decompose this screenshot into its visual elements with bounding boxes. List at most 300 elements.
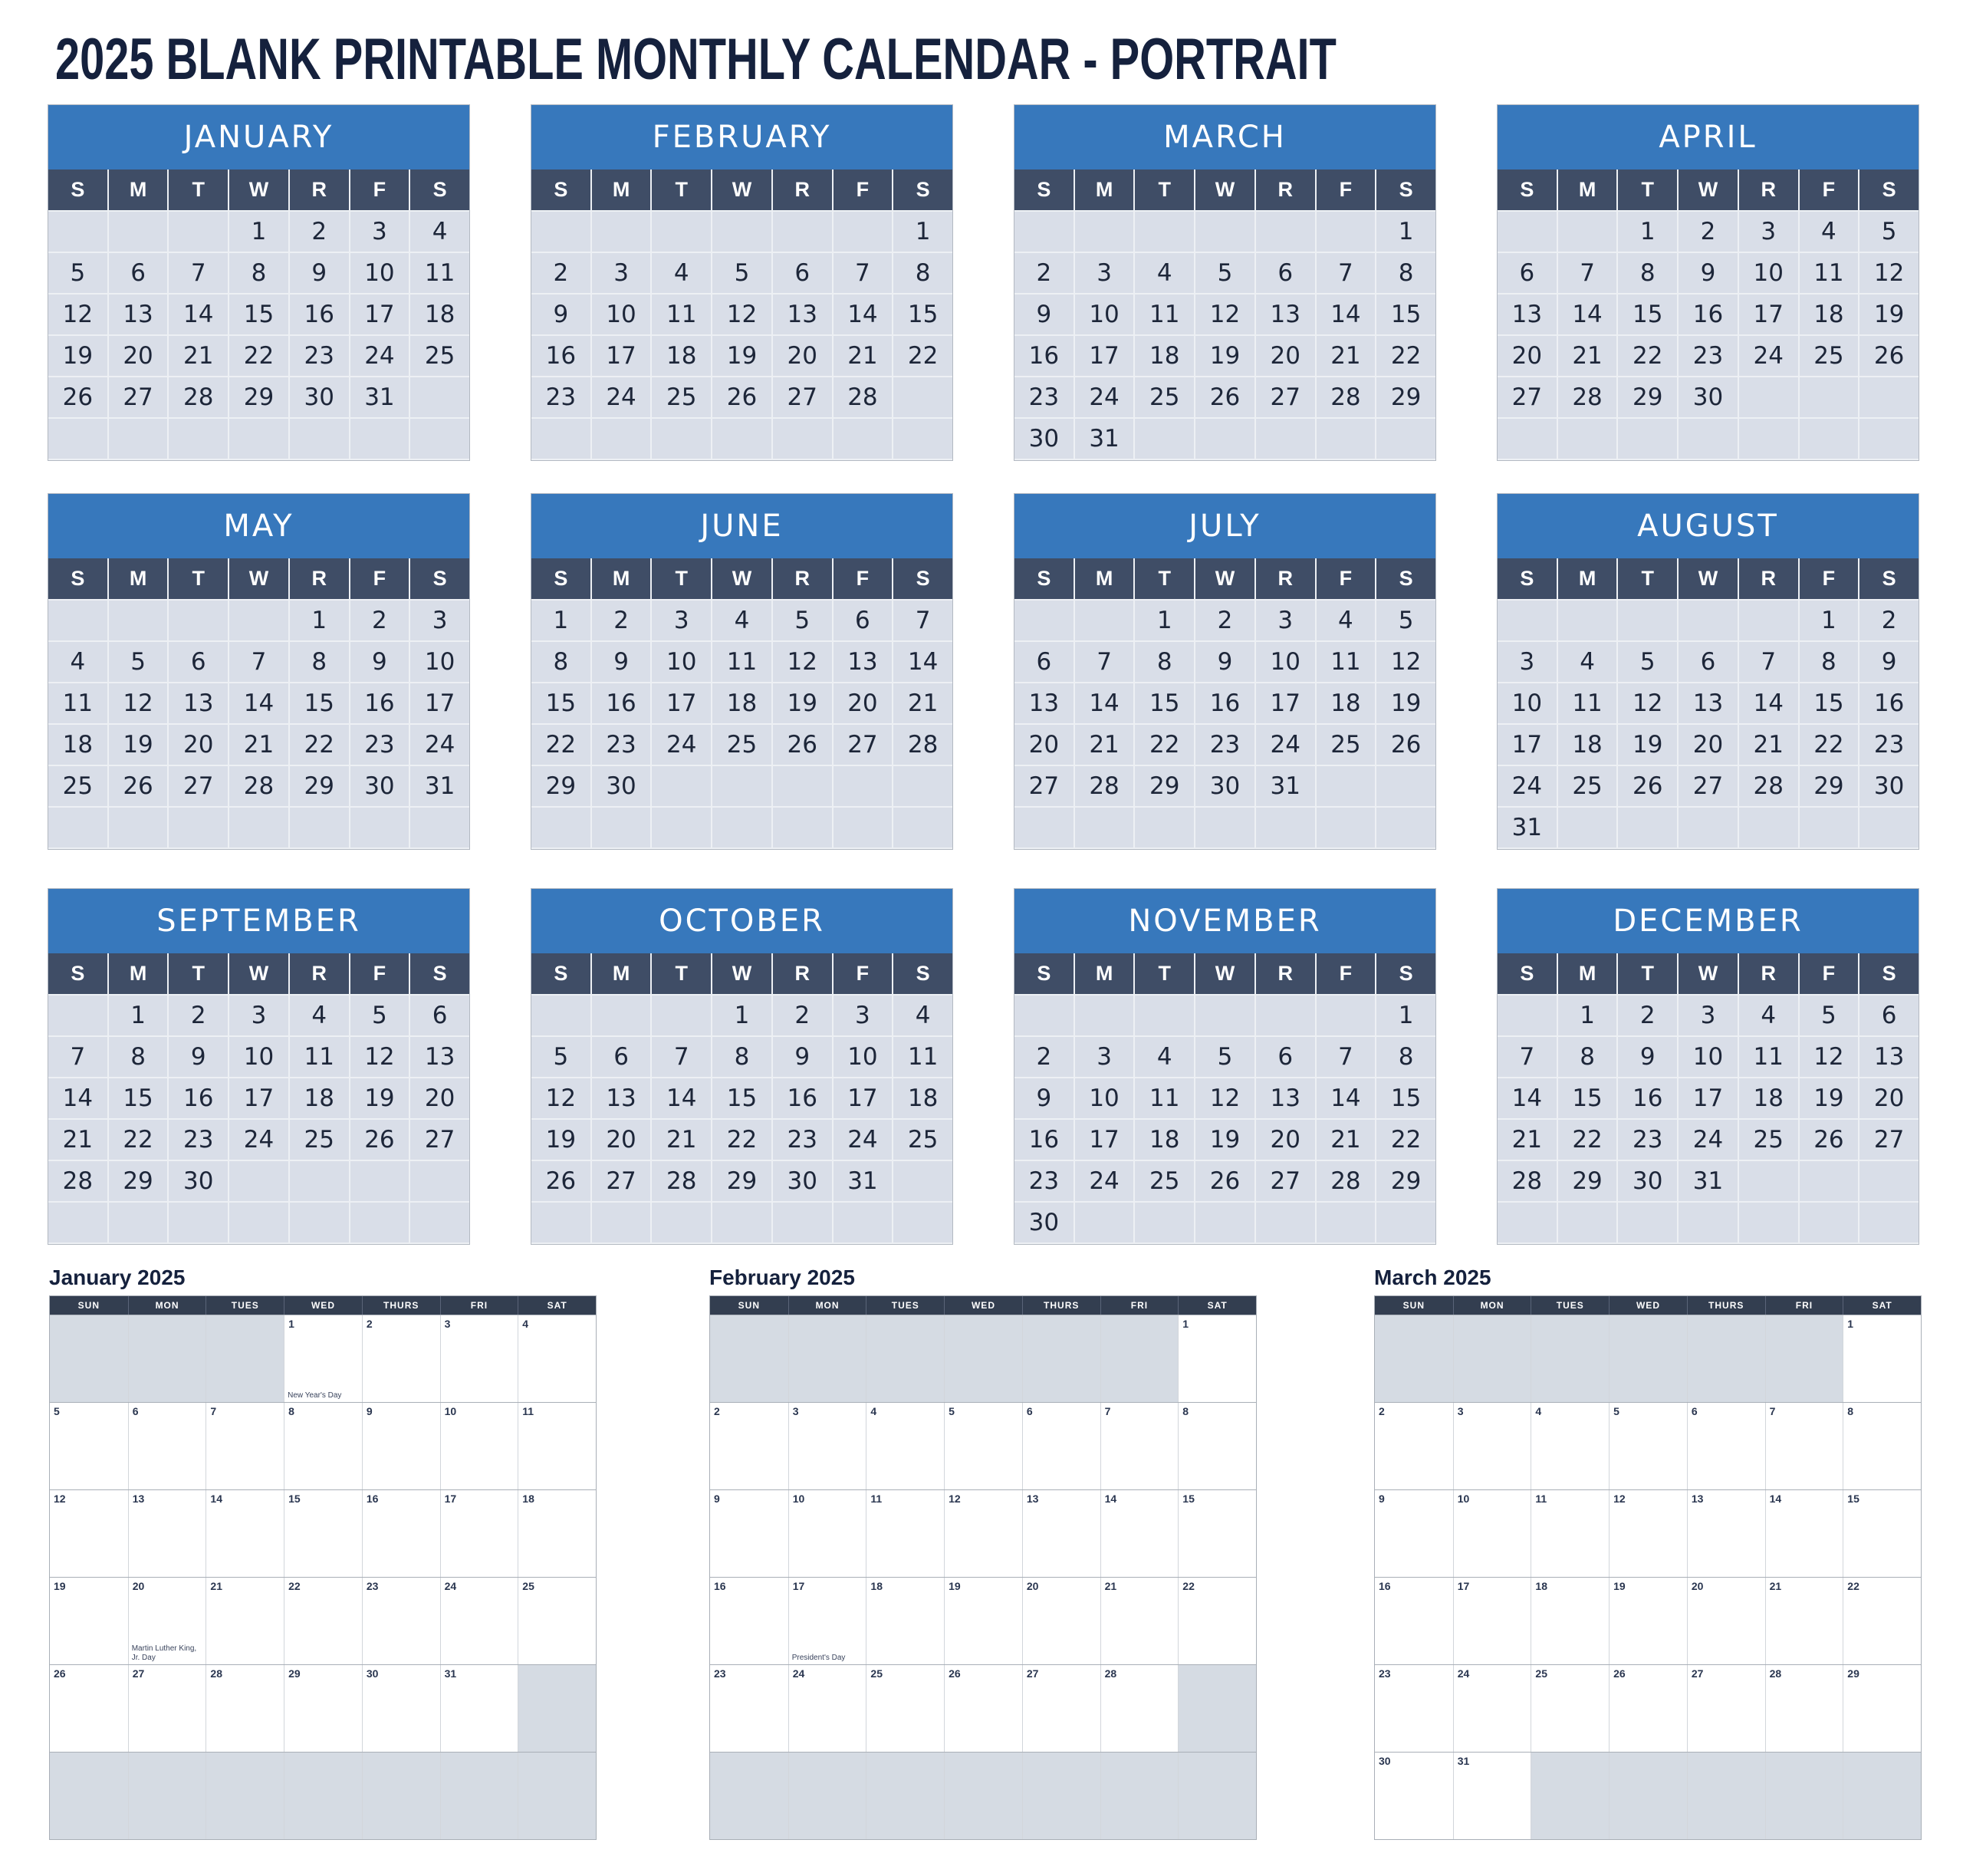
- day-cell: 8: [531, 642, 590, 682]
- day-number: 6: [1026, 1405, 1033, 1417]
- day-cell: 6: [1859, 996, 1919, 1035]
- day-cell: 30: [1195, 766, 1254, 806]
- empty-day-cell: [1256, 996, 1315, 1035]
- day-number: 19: [949, 1580, 961, 1592]
- day-cell: 21: [1739, 725, 1798, 765]
- empty-day-cell: [1739, 601, 1798, 640]
- day-of-week-cell: W: [229, 169, 288, 210]
- day-of-week-cell: R: [290, 169, 349, 210]
- empty-day-cell: [652, 766, 711, 806]
- day-number: 7: [1769, 1405, 1776, 1417]
- day-cell: 8: [109, 1037, 168, 1077]
- day-cell: 11: [1800, 253, 1859, 293]
- day-cell: 8: [1618, 253, 1677, 293]
- day-cell: 3: [1739, 212, 1798, 252]
- day-of-week-cell: F: [350, 558, 409, 599]
- day-cell: 22: [1800, 725, 1859, 765]
- day-cell: [1022, 1490, 1100, 1577]
- empty-day-cell: [48, 1203, 107, 1242]
- day-number: 25: [870, 1667, 883, 1680]
- day-cell: 31: [1679, 1161, 1738, 1201]
- day-cell: [1375, 1490, 1453, 1577]
- day-cell: [1022, 1578, 1100, 1664]
- day-cell: 16: [169, 1078, 228, 1118]
- month-title: February 2025: [709, 1265, 855, 1289]
- empty-day-cell: [1800, 1161, 1859, 1201]
- out-of-month-cell: [788, 1315, 866, 1402]
- day-cell: 8: [712, 1037, 771, 1077]
- month-header: OCTOBER: [531, 889, 952, 953]
- day-cell: 14: [1317, 295, 1376, 334]
- day-cell: 4: [1135, 1037, 1194, 1077]
- empty-day-cell: [893, 377, 952, 417]
- day-cell: [1531, 1665, 1609, 1752]
- out-of-month-cell: [710, 1753, 788, 1839]
- empty-day-cell: [531, 808, 590, 847]
- day-number: 5: [1613, 1405, 1619, 1417]
- out-of-month-cell: [1100, 1315, 1179, 1402]
- day-cell: 25: [1558, 766, 1617, 806]
- day-cell: 5: [48, 253, 107, 293]
- empty-day-cell: [1859, 377, 1919, 417]
- month-header: AUGUST: [1498, 494, 1919, 558]
- day-cell: 14: [48, 1078, 107, 1118]
- day-of-week-cell: T: [652, 169, 711, 210]
- empty-day-cell: [290, 1203, 349, 1242]
- day-cell: 6: [834, 601, 893, 640]
- day-cell: [1843, 1490, 1921, 1577]
- day-cell: [1843, 1665, 1921, 1752]
- day-cell: 30: [773, 1161, 832, 1201]
- day-cell: 23: [531, 377, 590, 417]
- day-number: 17: [1457, 1580, 1470, 1592]
- day-cell: 20: [1014, 725, 1074, 765]
- day-cell: 27: [169, 766, 228, 806]
- empty-day-cell: [169, 419, 228, 459]
- week-row: [710, 1402, 1256, 1489]
- month-header: JUNE: [531, 494, 952, 558]
- day-cell: 23: [592, 725, 651, 765]
- empty-day-cell: [109, 419, 168, 459]
- day-of-week-cell: S: [1859, 169, 1919, 210]
- day-cell: [710, 1490, 788, 1577]
- day-number: 8: [288, 1405, 294, 1417]
- day-cell: 25: [1135, 377, 1194, 417]
- day-cell: 15: [109, 1078, 168, 1118]
- day-cell: [284, 1490, 362, 1577]
- week-row: [710, 1752, 1256, 1839]
- day-cell: 24: [1256, 725, 1315, 765]
- empty-day-cell: [48, 419, 107, 459]
- mini-month-grid: [531, 169, 952, 460]
- day-cell: [710, 1665, 788, 1752]
- day-cell: 23: [773, 1120, 832, 1160]
- day-cell: 31: [350, 377, 409, 417]
- day-cell: 25: [893, 1120, 952, 1160]
- day-cell: 10: [410, 642, 469, 682]
- empty-day-cell: [229, 1203, 288, 1242]
- day-number: 12: [1613, 1493, 1626, 1505]
- out-of-month-cell: [284, 1753, 362, 1839]
- week-row: [1375, 1402, 1921, 1489]
- day-number: 30: [366, 1667, 379, 1680]
- out-of-month-cell: [128, 1315, 206, 1402]
- empty-day-cell: [1195, 1203, 1254, 1242]
- day-cell: 30: [1014, 1203, 1074, 1242]
- day-cell: 28: [169, 377, 228, 417]
- day-number: 4: [522, 1318, 529, 1330]
- month-table: [1374, 1295, 1922, 1840]
- day-cell: [1609, 1578, 1687, 1664]
- day-cell: 24: [1075, 377, 1134, 417]
- day-cell: 8: [893, 253, 952, 293]
- day-cell: 22: [1135, 725, 1194, 765]
- empty-day-cell: [229, 601, 288, 640]
- empty-day-cell: [652, 996, 711, 1035]
- out-of-month-cell: [1531, 1753, 1609, 1839]
- empty-day-cell: [1558, 419, 1617, 459]
- day-number: 27: [1691, 1667, 1704, 1680]
- day-of-week-header-cell: MON: [128, 1296, 206, 1315]
- day-of-week-cell: F: [1800, 169, 1859, 210]
- day-cell: [944, 1403, 1022, 1489]
- mini-month-grid: [48, 953, 469, 1244]
- day-cell: [1609, 1490, 1687, 1577]
- day-cell: 30: [1679, 377, 1738, 417]
- day-cell: 11: [290, 1037, 349, 1077]
- day-number: 10: [1457, 1493, 1470, 1505]
- day-of-week-cell: W: [1679, 169, 1738, 210]
- day-cell: 18: [290, 1078, 349, 1118]
- mini-calendar-march: [1014, 104, 1436, 461]
- day-cell: 24: [1498, 766, 1557, 806]
- day-cell: 15: [1800, 683, 1859, 723]
- day-number: 19: [54, 1580, 66, 1592]
- day-cell: 14: [1498, 1078, 1557, 1118]
- day-of-week-cell: F: [350, 953, 409, 994]
- day-cell: 25: [1135, 1161, 1194, 1201]
- day-cell: 17: [592, 336, 651, 376]
- day-of-week-cell: T: [1135, 169, 1194, 210]
- day-cell: 17: [229, 1078, 288, 1118]
- page-title: 2025 BLANK PRINTABLE MONTHLY CALENDAR - PORTRAIT: [55, 27, 1337, 92]
- day-of-week-cell: F: [1317, 558, 1376, 599]
- day-of-week-cell: W: [712, 169, 771, 210]
- out-of-month-cell: [710, 1315, 788, 1402]
- day-of-week-cell: S: [1014, 558, 1074, 599]
- day-cell: [206, 1490, 284, 1577]
- day-cell: 6: [1679, 642, 1738, 682]
- day-cell: [206, 1578, 284, 1664]
- day-cell: 4: [893, 996, 952, 1035]
- week-row: [1375, 1752, 1921, 1839]
- empty-day-cell: [1859, 808, 1919, 847]
- mini-month-grid: [48, 169, 469, 460]
- day-cell: [362, 1578, 440, 1664]
- day-of-week-cell: S: [1498, 169, 1557, 210]
- day-cell: 26: [48, 377, 107, 417]
- day-cell: 18: [1135, 1120, 1194, 1160]
- day-cell: 22: [1376, 1120, 1435, 1160]
- week-row: [710, 1577, 1256, 1664]
- day-cell: [1100, 1578, 1179, 1664]
- mini-calendar-october: [531, 888, 953, 1245]
- day-cell: 5: [350, 996, 409, 1035]
- day-cell: 8: [1376, 253, 1435, 293]
- day-number: 5: [949, 1405, 955, 1417]
- day-cell: 23: [1195, 725, 1254, 765]
- empty-day-cell: [1679, 1203, 1738, 1242]
- day-cell: [206, 1403, 284, 1489]
- out-of-month-cell: [362, 1753, 440, 1839]
- day-cell: 6: [1014, 642, 1074, 682]
- day-cell: 9: [1618, 1037, 1677, 1077]
- day-cell: 28: [1075, 766, 1134, 806]
- empty-day-cell: [290, 1161, 349, 1201]
- day-cell: 3: [1498, 642, 1557, 682]
- day-cell: 11: [1317, 642, 1376, 682]
- day-cell: 16: [1618, 1078, 1677, 1118]
- mini-calendar-february: [531, 104, 953, 461]
- day-cell: 4: [1800, 212, 1859, 252]
- empty-day-cell: [592, 419, 651, 459]
- empty-day-cell: [652, 1203, 711, 1242]
- day-cell: 3: [652, 601, 711, 640]
- day-cell: 19: [773, 683, 832, 723]
- day-cell: [944, 1578, 1022, 1664]
- day-cell: [866, 1578, 944, 1664]
- day-of-week-header-cell: SUN: [1402, 1300, 1425, 1311]
- month-header: MAY: [48, 494, 469, 558]
- day-of-week-cell: S: [893, 169, 952, 210]
- day-cell: 27: [1679, 766, 1738, 806]
- day-cell: 9: [1679, 253, 1738, 293]
- empty-day-cell: [1075, 1203, 1134, 1242]
- day-cell: 8: [229, 253, 288, 293]
- day-cell: [1687, 1403, 1765, 1489]
- day-cell: 24: [1075, 1161, 1134, 1201]
- day-cell: 10: [1256, 642, 1315, 682]
- day-number: 6: [1691, 1405, 1698, 1417]
- out-of-month-cell: [1178, 1753, 1256, 1839]
- day-cell: 8: [1800, 642, 1859, 682]
- day-cell: [1375, 1753, 1453, 1839]
- day-cell: 19: [1618, 725, 1677, 765]
- day-cell: 5: [773, 601, 832, 640]
- day-cell: 2: [1014, 1037, 1074, 1077]
- out-of-month-cell: [440, 1753, 518, 1839]
- mini-calendar-row: [48, 888, 1963, 1245]
- mini-month-grid: [1498, 953, 1919, 1244]
- day-cell: [50, 1403, 128, 1489]
- day-cell: 7: [229, 642, 288, 682]
- day-of-week-cell: S: [48, 953, 107, 994]
- day-cell: 26: [1195, 377, 1254, 417]
- empty-day-cell: [229, 1161, 288, 1201]
- empty-day-cell: [109, 212, 168, 252]
- day-cell: [50, 1665, 128, 1752]
- day-cell: 20: [1498, 336, 1557, 376]
- mini-calendar-april: [1497, 104, 1919, 461]
- month-header: DECEMBER: [1498, 889, 1919, 953]
- out-of-month-cell: [518, 1665, 596, 1752]
- empty-day-cell: [1317, 996, 1376, 1035]
- day-cell: 6: [773, 253, 832, 293]
- day-cell: 10: [229, 1037, 288, 1077]
- day-cell: [1100, 1403, 1179, 1489]
- empty-day-cell: [893, 808, 952, 847]
- day-cell: 4: [1558, 642, 1617, 682]
- day-cell: [944, 1490, 1022, 1577]
- day-cell: 30: [350, 766, 409, 806]
- day-cell: 3: [834, 996, 893, 1035]
- day-of-week-cell: F: [1800, 953, 1859, 994]
- day-of-week-cell: F: [1800, 558, 1859, 599]
- day-cell: 9: [592, 642, 651, 682]
- out-of-month-cell: [866, 1753, 944, 1839]
- empty-day-cell: [712, 766, 771, 806]
- out-of-month-cell: [1765, 1753, 1843, 1839]
- empty-day-cell: [773, 808, 832, 847]
- day-number: 2: [366, 1318, 373, 1330]
- day-cell: 17: [1075, 1120, 1134, 1160]
- day-cell: 28: [652, 1161, 711, 1201]
- day-cell: 18: [1135, 336, 1194, 376]
- day-number: 3: [1457, 1405, 1464, 1417]
- day-cell: 14: [1317, 1078, 1376, 1118]
- day-cell: [1100, 1665, 1179, 1752]
- empty-day-cell: [1075, 212, 1134, 252]
- empty-day-cell: [1498, 996, 1557, 1035]
- empty-day-cell: [109, 1203, 168, 1242]
- day-cell: 17: [834, 1078, 893, 1118]
- day-cell: 23: [169, 1120, 228, 1160]
- day-cell: 17: [410, 683, 469, 723]
- day-cell: 9: [350, 642, 409, 682]
- day-cell: 9: [1014, 295, 1074, 334]
- day-cell: 2: [531, 253, 590, 293]
- day-cell: 25: [1317, 725, 1376, 765]
- day-cell: 2: [1859, 601, 1919, 640]
- day-cell: 14: [834, 295, 893, 334]
- empty-day-cell: [229, 808, 288, 847]
- day-number: 20: [132, 1580, 145, 1592]
- empty-day-cell: [1558, 212, 1617, 252]
- day-of-week-cell: T: [169, 558, 228, 599]
- empty-day-cell: [1376, 419, 1435, 459]
- day-of-week-header-cell: THURS: [1687, 1296, 1765, 1315]
- day-cell: 13: [1256, 1078, 1315, 1118]
- empty-day-cell: [350, 1203, 409, 1242]
- month-title: January 2025: [49, 1265, 186, 1289]
- month-header: SEPTEMBER: [48, 889, 469, 953]
- day-cell: [1765, 1490, 1843, 1577]
- day-cell: 17: [1498, 725, 1557, 765]
- day-cell: 10: [1498, 683, 1557, 723]
- day-cell: 30: [1859, 766, 1919, 806]
- empty-day-cell: [773, 766, 832, 806]
- empty-day-cell: [350, 1161, 409, 1201]
- empty-day-cell: [652, 419, 711, 459]
- day-cell: 12: [48, 295, 107, 334]
- day-of-week-header-row: [1375, 1296, 1921, 1315]
- day-cell: 23: [1679, 336, 1738, 376]
- empty-day-cell: [592, 808, 651, 847]
- out-of-month-cell: [1022, 1315, 1100, 1402]
- out-of-month-cell: [1531, 1315, 1609, 1402]
- day-cell: [1178, 1578, 1256, 1664]
- day-cell: 17: [1256, 683, 1315, 723]
- day-cell: 8: [1135, 642, 1194, 682]
- empty-day-cell: [169, 601, 228, 640]
- day-cell: 28: [1317, 1161, 1376, 1201]
- day-number: 22: [1182, 1580, 1195, 1592]
- empty-day-cell: [1075, 601, 1134, 640]
- week-row: [50, 1577, 596, 1664]
- day-cell: 1: [712, 996, 771, 1035]
- day-cell: 5: [712, 253, 771, 293]
- out-of-month-cell: [1765, 1315, 1843, 1402]
- day-cell: 25: [48, 766, 107, 806]
- day-cell: 3: [1075, 253, 1134, 293]
- day-of-week-cell: R: [290, 558, 349, 599]
- day-cell: [1178, 1403, 1256, 1489]
- day-cell: 20: [1679, 725, 1738, 765]
- empty-day-cell: [834, 808, 893, 847]
- day-cell: 15: [1618, 295, 1677, 334]
- day-cell: 1: [1800, 601, 1859, 640]
- day-cell: 7: [1075, 642, 1134, 682]
- empty-day-cell: [893, 1161, 952, 1201]
- day-cell: 29: [531, 766, 590, 806]
- day-of-week-cell: M: [109, 953, 168, 994]
- day-of-week-cell: F: [350, 169, 409, 210]
- empty-day-cell: [48, 601, 107, 640]
- empty-day-cell: [1679, 808, 1738, 847]
- day-cell: 18: [652, 336, 711, 376]
- empty-day-cell: [1498, 419, 1557, 459]
- day-cell: 23: [1618, 1120, 1677, 1160]
- empty-day-cell: [712, 1203, 771, 1242]
- empty-day-cell: [893, 419, 952, 459]
- day-cell: 13: [109, 295, 168, 334]
- empty-day-cell: [1558, 601, 1617, 640]
- day-cell: 22: [229, 336, 288, 376]
- day-cell: 10: [1679, 1037, 1738, 1077]
- day-cell: 2: [1618, 996, 1677, 1035]
- day-cell: 8: [1558, 1037, 1617, 1077]
- day-cell: 21: [229, 725, 288, 765]
- day-cell: 10: [1075, 1078, 1134, 1118]
- empty-day-cell: [1376, 808, 1435, 847]
- empty-day-cell: [1558, 1203, 1617, 1242]
- day-number: 9: [366, 1405, 373, 1417]
- day-cell: 27: [109, 377, 168, 417]
- day-cell: 15: [712, 1078, 771, 1118]
- day-cell: 26: [712, 377, 771, 417]
- day-of-week-cell: R: [1739, 953, 1798, 994]
- day-cell: 14: [229, 683, 288, 723]
- day-of-week-cell: S: [531, 169, 590, 210]
- day-cell: 1: [531, 601, 590, 640]
- day-cell: 10: [350, 253, 409, 293]
- empty-day-cell: [1135, 419, 1194, 459]
- day-of-week-cell: S: [531, 558, 590, 599]
- day-cell: 18: [893, 1078, 952, 1118]
- day-number: 25: [522, 1580, 534, 1592]
- day-cell: [1687, 1578, 1765, 1664]
- day-cell: 29: [1376, 377, 1435, 417]
